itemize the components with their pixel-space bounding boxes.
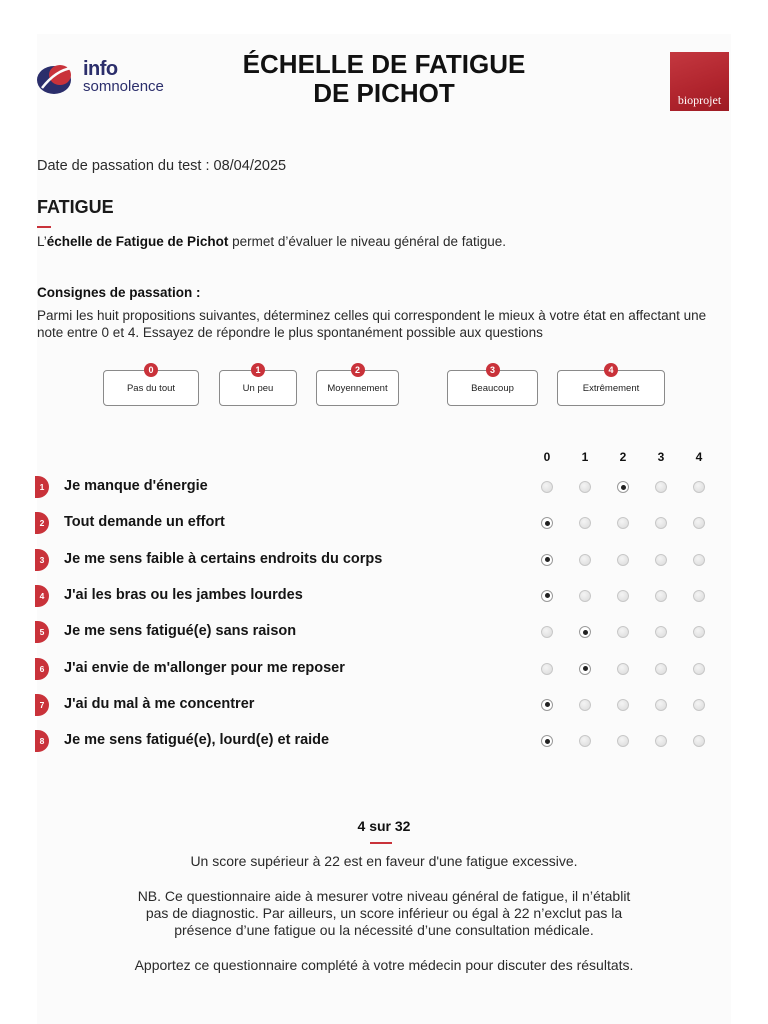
question-number-badge: 5: [35, 621, 49, 643]
question-4-option-1-radio[interactable]: [579, 590, 591, 602]
column-header-0: 0: [543, 450, 551, 464]
question-6-option-1-radio[interactable]: [579, 663, 591, 675]
legend-badge: 2: [351, 363, 365, 377]
logo-info-text: info: [83, 58, 118, 80]
question-4-option-4-radio[interactable]: [693, 590, 705, 602]
question-1-option-3-radio[interactable]: [655, 481, 667, 493]
legend-badge: 4: [604, 363, 618, 377]
question-8-option-1-radio[interactable]: [579, 735, 591, 747]
question-number-badge: 3: [35, 549, 49, 571]
question-4-option-0-radio[interactable]: [541, 590, 553, 602]
question-1-option-0-radio[interactable]: [541, 481, 553, 493]
legend-label: Moyennement: [327, 382, 388, 394]
test-date: Date de passation du test : 08/04/2025: [37, 158, 287, 174]
legend-badge: 3: [486, 363, 500, 377]
question-7-option-4-radio[interactable]: [693, 699, 705, 711]
question-7-option-2-radio[interactable]: [617, 699, 629, 711]
legend-label: Beaucoup: [471, 382, 514, 394]
score-divider: [370, 842, 392, 844]
question-number-badge: 7: [35, 694, 49, 716]
question-text: Je me sens fatigué(e) sans raison: [64, 623, 297, 640]
title-line-1: ÉCHELLE DE FATIGUE: [242, 49, 526, 79]
page-title: [184, 50, 584, 108]
question-6-option-4-radio[interactable]: [693, 663, 705, 675]
question-number-badge: 8: [35, 730, 49, 752]
question-7-option-3-radio[interactable]: [655, 699, 667, 711]
threshold-text: Un score supérieur à 22 est en faveur d'une fatigue excessive.: [190, 853, 578, 869]
legend-label: Un peu: [242, 382, 274, 394]
question-number-badge: 6: [35, 658, 49, 680]
section-divider: [37, 226, 51, 228]
question-1-option-1-radio[interactable]: [579, 481, 591, 493]
question-3-option-1-radio[interactable]: [579, 554, 591, 566]
question-6-option-2-radio[interactable]: [617, 663, 629, 675]
question-3-option-4-radio[interactable]: [693, 554, 705, 566]
question-8-option-2-radio[interactable]: [617, 735, 629, 747]
question-6-option-3-radio[interactable]: [655, 663, 667, 675]
legend-label: Pas du tout: [126, 382, 176, 394]
question-text: Je me sens fatigué(e), lourd(e) et raide: [64, 732, 330, 749]
logo-somnolence-text: somnolence: [83, 78, 164, 95]
infosomnolence-logo: [36, 58, 196, 98]
question-7-option-0-radio[interactable]: [541, 699, 553, 711]
question-8-option-4-radio[interactable]: [693, 735, 705, 747]
question-8-option-3-radio[interactable]: [655, 735, 667, 747]
question-text: Je me sens faible à certains endroits du corps: [64, 550, 383, 567]
intro-prefix: L’: [37, 234, 47, 249]
question-4-option-3-radio[interactable]: [655, 590, 667, 602]
moon-logo-icon: [36, 62, 76, 96]
disclaimer-text: [60, 888, 708, 939]
question-number-badge: 4: [35, 585, 49, 607]
section-title: FATIGUE: [37, 197, 114, 217]
legend-badge: 0: [144, 363, 158, 377]
question-number-badge: 1: [35, 476, 49, 498]
question-text: J'ai les bras ou les jambes lourdes: [64, 586, 303, 603]
intro-bold: échelle de Fatigue de Pichot: [46, 234, 229, 249]
column-header-4: 4: [695, 450, 703, 464]
disclaimer-line-2: pas de diagnostic. Par ailleurs, un score inférieur ou égal à 22 n’exclut pas la: [145, 905, 623, 921]
question-3-option-3-radio[interactable]: [655, 554, 667, 566]
question-6-option-0-radio[interactable]: [541, 663, 553, 675]
question-4-option-2-radio[interactable]: [617, 590, 629, 602]
score-result: 4 sur 32: [357, 818, 411, 834]
intro-suffix: permet d’évaluer le niveau général de fatigue.: [228, 234, 506, 249]
question-7-option-1-radio[interactable]: [579, 699, 591, 711]
question-text: Tout demande un effort: [64, 514, 225, 531]
column-header-1: 1: [581, 450, 589, 464]
question-text: J'ai envie de m'allonger pour me reposer: [64, 659, 345, 676]
question-number-badge: 2: [35, 512, 49, 534]
question-text: J'ai du mal à me concentrer: [64, 695, 255, 712]
title-line-2: DE PICHOT: [313, 78, 455, 108]
intro-text: [37, 234, 506, 249]
legend-label: Extrêmement: [582, 382, 640, 394]
question-text: Je manque d'énergie: [64, 478, 208, 494]
disclaimer-line-3: présence d’une fatigue ou la nécessité d’une consultation médicale.: [174, 922, 594, 938]
bioprojet-logo-text: bioprojet: [677, 93, 722, 107]
question-1-option-4-radio[interactable]: [693, 481, 705, 493]
bioprojet-logo: [670, 52, 729, 111]
consignes-heading: Consignes de passation :: [37, 285, 201, 300]
question-3-option-2-radio[interactable]: [617, 554, 629, 566]
disclaimer-line-1: NB. Ce questionnaire aide à mesurer votre niveau général de fatigue, il n’établit: [137, 888, 631, 904]
column-header-3: 3: [657, 450, 665, 464]
legend-badge: 1: [251, 363, 265, 377]
question-1-option-2-radio[interactable]: [617, 481, 629, 493]
consignes-text: Parmi les huit propositions suivantes, déterminez celles qui correspondent le mieux à votre état en affectant une note entre 0 et 4. Essayez de répondre le plus spontanément possible aux questions: [37, 308, 707, 340]
question-8-option-0-radio[interactable]: [541, 735, 553, 747]
question-3-option-0-radio[interactable]: [541, 554, 553, 566]
closing-text: Apportez ce questionnaire complété à votre médecin pour discuter des résultats.: [134, 957, 634, 973]
column-header-2: 2: [619, 450, 627, 464]
